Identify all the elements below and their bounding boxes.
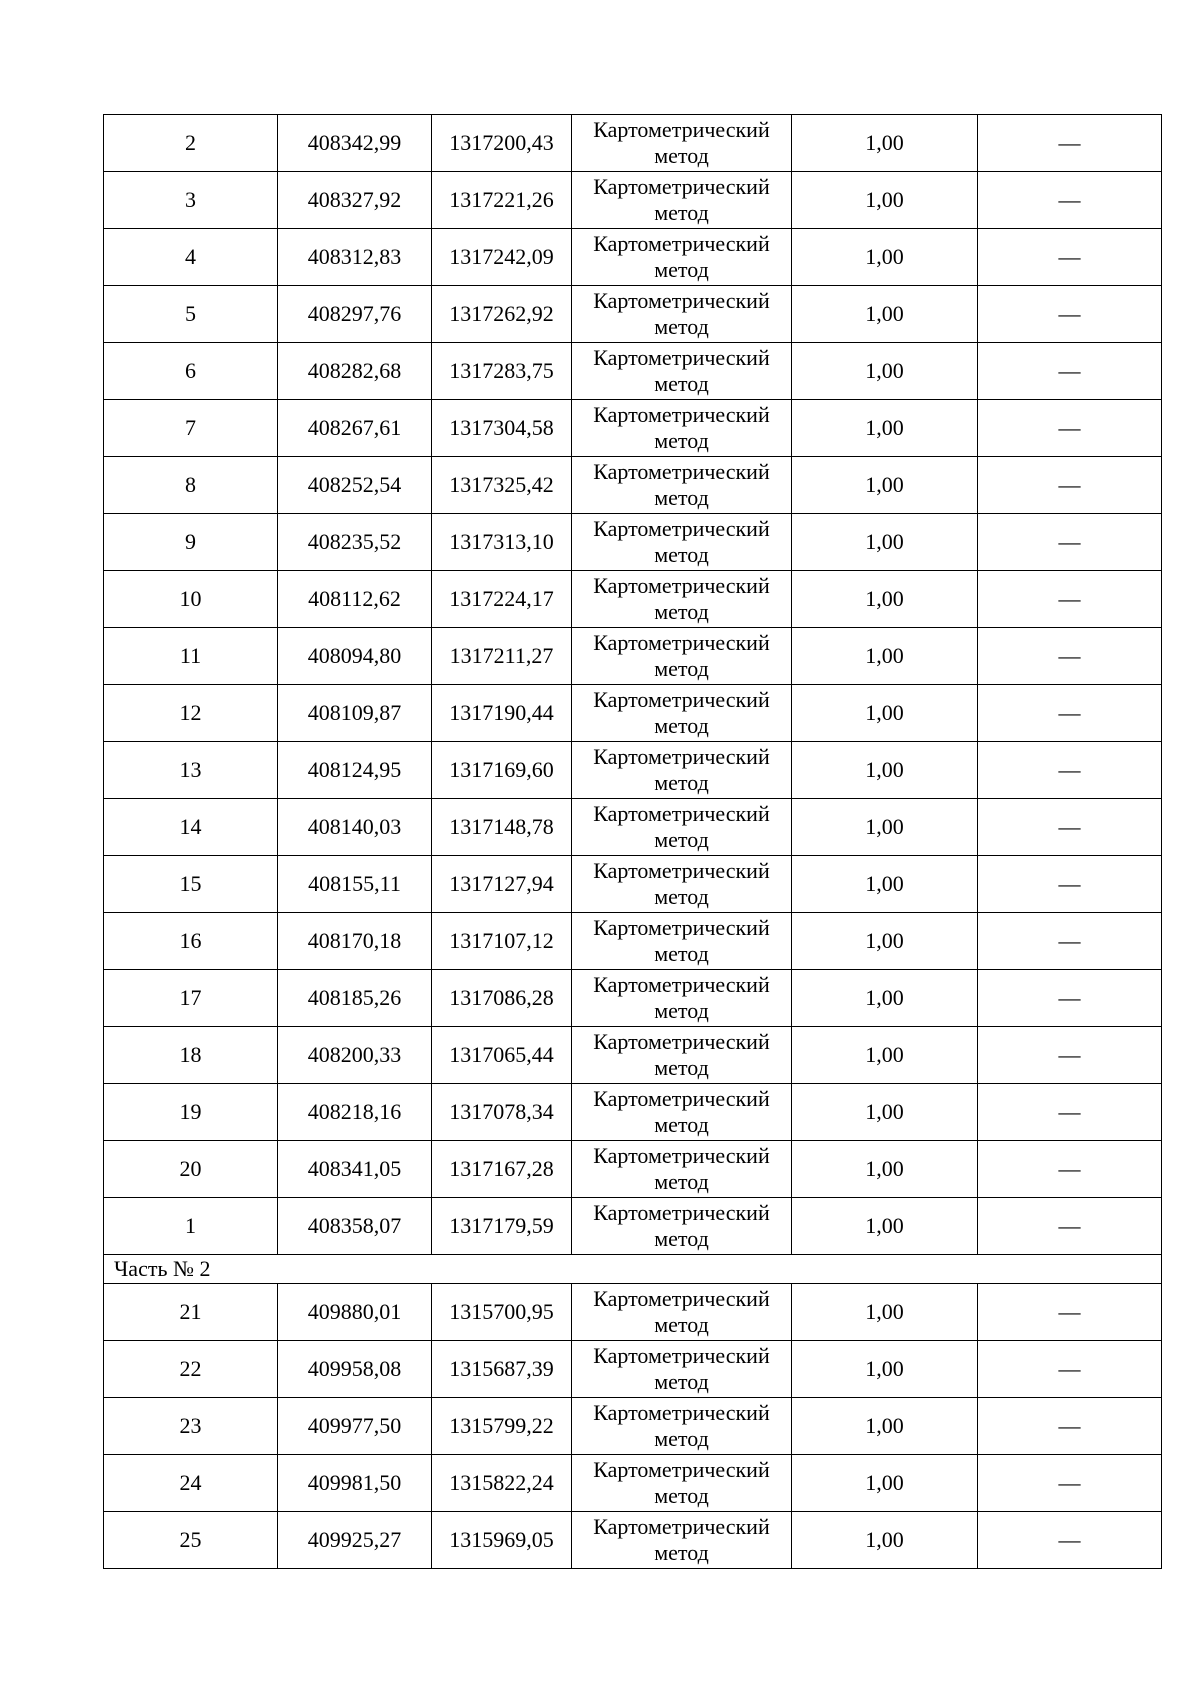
coordinate-x: 408200,33 [278,1027,432,1084]
part-heading-row [104,1255,1162,1284]
coordinate-y: 1315799,22 [432,1398,572,1455]
coordinate-y: 1317242,09 [432,229,572,286]
table-row [104,1198,1162,1255]
coordinate-x: 408094,80 [278,628,432,685]
method-line-2: метод [654,257,709,282]
table-row [104,742,1162,799]
accuracy-value: 1,00 [792,400,978,457]
method-cell [572,1341,792,1398]
point-number: 9 [104,514,278,571]
point-number: 24 [104,1455,278,1512]
coordinate-x: 408252,54 [278,457,432,514]
method-cell [572,628,792,685]
table-row [104,229,1162,286]
method-line-1: Картометрический [593,174,770,199]
accuracy-value: 1,00 [792,514,978,571]
coordinate-x: 409958,08 [278,1341,432,1398]
method-line-1: Картометрический [593,1029,770,1054]
point-description: — [978,400,1162,457]
method-cell [572,1027,792,1084]
table-row [104,457,1162,514]
method-cell [572,172,792,229]
coordinates-table [103,114,1162,1569]
accuracy-value: 1,00 [792,1284,978,1341]
method-cell [572,799,792,856]
method-cell [572,400,792,457]
table-row [104,400,1162,457]
point-description: — [978,1198,1162,1255]
coordinate-x: 408327,92 [278,172,432,229]
accuracy-value: 1,00 [792,115,978,172]
table-row [104,1341,1162,1398]
coordinate-y: 1315687,39 [432,1341,572,1398]
coordinate-y: 1317325,42 [432,457,572,514]
method-cell [572,1512,792,1569]
accuracy-value: 1,00 [792,1512,978,1569]
method-line-1: Картометрический [593,801,770,826]
point-description: — [978,1084,1162,1141]
point-description: — [978,343,1162,400]
point-number: 21 [104,1284,278,1341]
point-number: 2 [104,115,278,172]
method-cell [572,115,792,172]
coordinate-y: 1317211,27 [432,628,572,685]
point-number: 12 [104,685,278,742]
point-number: 14 [104,799,278,856]
coordinate-y: 1317283,75 [432,343,572,400]
method-line-1: Картометрический [593,1143,770,1168]
point-number: 4 [104,229,278,286]
method-cell [572,229,792,286]
document-page [103,114,1161,1569]
coordinate-y: 1317262,92 [432,286,572,343]
accuracy-value: 1,00 [792,1198,978,1255]
point-description: — [978,799,1162,856]
accuracy-value: 1,00 [792,685,978,742]
method-cell [572,1398,792,1455]
accuracy-value: 1,00 [792,1141,978,1198]
accuracy-value: 1,00 [792,799,978,856]
coordinate-x: 408267,61 [278,400,432,457]
coordinate-y: 1317078,34 [432,1084,572,1141]
coordinate-x: 408218,16 [278,1084,432,1141]
point-number: 8 [104,457,278,514]
accuracy-value: 1,00 [792,286,978,343]
table-row [104,172,1162,229]
point-number: 17 [104,970,278,1027]
coordinate-x: 408358,07 [278,1198,432,1255]
method-line-1: Картометрический [593,1343,770,1368]
point-description: — [978,229,1162,286]
coordinates-table-body [104,115,1162,1569]
table-row [104,970,1162,1027]
method-line-2: метод [654,884,709,909]
coordinate-y: 1317127,94 [432,856,572,913]
accuracy-value: 1,00 [792,970,978,1027]
table-row [104,286,1162,343]
point-description: — [978,685,1162,742]
point-description: — [978,1398,1162,1455]
point-number: 13 [104,742,278,799]
method-cell [572,1141,792,1198]
coordinate-x: 408170,18 [278,913,432,970]
coordinate-x: 408185,26 [278,970,432,1027]
method-line-2: метод [654,485,709,510]
coordinate-x: 408342,99 [278,115,432,172]
point-number: 18 [104,1027,278,1084]
coordinate-x: 409981,50 [278,1455,432,1512]
table-row [104,856,1162,913]
coordinate-x: 408109,87 [278,685,432,742]
method-line-1: Картометрический [593,1086,770,1111]
coordinate-x: 408155,11 [278,856,432,913]
coordinate-y: 1315700,95 [432,1284,572,1341]
method-line-2: метод [654,314,709,339]
point-number: 5 [104,286,278,343]
point-description: — [978,1455,1162,1512]
method-line-2: метод [654,428,709,453]
point-number: 11 [104,628,278,685]
point-number: 25 [104,1512,278,1569]
method-line-1: Картометрический [593,1200,770,1225]
point-description: — [978,172,1162,229]
method-cell [572,742,792,799]
coordinate-y: 1317221,26 [432,172,572,229]
method-cell [572,970,792,1027]
table-row [104,343,1162,400]
table-row [104,1512,1162,1569]
coordinate-y: 1317190,44 [432,685,572,742]
accuracy-value: 1,00 [792,742,978,799]
point-number: 22 [104,1341,278,1398]
accuracy-value: 1,00 [792,457,978,514]
method-line-2: метод [654,770,709,795]
table-row [104,1284,1162,1341]
point-description: — [978,856,1162,913]
coordinate-y: 1317179,59 [432,1198,572,1255]
method-line-1: Картометрический [593,573,770,598]
part-heading: Часть № 2 [104,1255,1162,1284]
point-description: — [978,1284,1162,1341]
coordinate-y: 1317107,12 [432,913,572,970]
table-row [104,685,1162,742]
method-line-1: Картометрический [593,1457,770,1482]
accuracy-value: 1,00 [792,172,978,229]
point-description: — [978,913,1162,970]
coordinate-y: 1317304,58 [432,400,572,457]
coordinate-y: 1317313,10 [432,514,572,571]
point-description: — [978,1141,1162,1198]
accuracy-value: 1,00 [792,856,978,913]
coordinate-x: 408112,62 [278,571,432,628]
accuracy-value: 1,00 [792,1341,978,1398]
table-row [104,799,1162,856]
method-line-2: метод [654,1226,709,1251]
point-description: — [978,286,1162,343]
method-line-2: метод [654,941,709,966]
method-cell [572,1198,792,1255]
point-description: — [978,571,1162,628]
method-line-2: метод [654,1540,709,1565]
method-line-2: метод [654,1483,709,1508]
coordinate-y: 1317167,28 [432,1141,572,1198]
point-description: — [978,514,1162,571]
method-line-2: метод [654,1312,709,1337]
table-row [104,115,1162,172]
method-line-1: Картометрический [593,117,770,142]
coordinate-y: 1317224,17 [432,571,572,628]
coordinate-x: 408341,05 [278,1141,432,1198]
coordinate-y: 1317148,78 [432,799,572,856]
method-line-2: метод [654,998,709,1023]
method-cell [572,685,792,742]
point-number: 7 [104,400,278,457]
point-description: — [978,1512,1162,1569]
method-line-2: метод [654,542,709,567]
method-line-1: Картометрический [593,345,770,370]
method-line-2: метод [654,200,709,225]
point-number: 23 [104,1398,278,1455]
point-description: — [978,115,1162,172]
method-line-2: метод [654,827,709,852]
coordinate-x: 408312,83 [278,229,432,286]
point-number: 3 [104,172,278,229]
method-line-1: Картометрический [593,288,770,313]
method-line-2: метод [654,656,709,681]
table-row [104,571,1162,628]
table-row [104,1027,1162,1084]
method-line-1: Картометрический [593,1400,770,1425]
table-row [104,1398,1162,1455]
coordinate-y: 1317169,60 [432,742,572,799]
table-row [104,1084,1162,1141]
coordinate-x: 408235,52 [278,514,432,571]
method-line-1: Картометрический [593,744,770,769]
coordinate-y: 1317086,28 [432,970,572,1027]
coordinate-y: 1317200,43 [432,115,572,172]
coordinate-x: 409925,27 [278,1512,432,1569]
point-number: 20 [104,1141,278,1198]
method-cell [572,571,792,628]
method-line-1: Картометрический [593,231,770,256]
method-cell [572,457,792,514]
method-line-2: метод [654,1055,709,1080]
coordinate-y: 1317065,44 [432,1027,572,1084]
method-cell [572,856,792,913]
method-line-2: метод [654,371,709,396]
point-description: — [978,742,1162,799]
method-line-2: метод [654,713,709,738]
method-line-1: Картометрический [593,915,770,940]
accuracy-value: 1,00 [792,1027,978,1084]
table-row [104,913,1162,970]
table-row [104,628,1162,685]
method-line-2: метод [654,1169,709,1194]
accuracy-value: 1,00 [792,913,978,970]
method-line-2: метод [654,1369,709,1394]
point-number: 1 [104,1198,278,1255]
point-number: 19 [104,1084,278,1141]
coordinate-x: 409977,50 [278,1398,432,1455]
accuracy-value: 1,00 [792,343,978,400]
method-line-1: Картометрический [593,516,770,541]
method-cell [572,913,792,970]
point-number: 10 [104,571,278,628]
method-line-2: метод [654,1426,709,1451]
method-line-2: метод [654,599,709,624]
method-cell [572,1284,792,1341]
method-line-1: Картометрический [593,630,770,655]
method-cell [572,343,792,400]
method-cell [572,514,792,571]
coordinate-x: 408282,68 [278,343,432,400]
coordinate-x: 409880,01 [278,1284,432,1341]
method-line-2: метод [654,143,709,168]
point-description: — [978,457,1162,514]
table-row [104,514,1162,571]
table-row [104,1141,1162,1198]
point-description: — [978,628,1162,685]
coordinate-x: 408124,95 [278,742,432,799]
accuracy-value: 1,00 [792,1398,978,1455]
coordinate-y: 1315969,05 [432,1512,572,1569]
point-description: — [978,1341,1162,1398]
accuracy-value: 1,00 [792,1455,978,1512]
point-description: — [978,970,1162,1027]
method-line-1: Картометрический [593,459,770,484]
method-line-1: Картометрический [593,687,770,712]
method-line-1: Картометрический [593,1286,770,1311]
method-cell [572,1084,792,1141]
method-cell [572,286,792,343]
coordinate-x: 408140,03 [278,799,432,856]
method-line-1: Картометрический [593,972,770,997]
coordinate-x: 408297,76 [278,286,432,343]
method-cell [572,1455,792,1512]
accuracy-value: 1,00 [792,229,978,286]
accuracy-value: 1,00 [792,1084,978,1141]
point-number: 16 [104,913,278,970]
method-line-1: Картометрический [593,402,770,427]
accuracy-value: 1,00 [792,628,978,685]
coordinate-y: 1315822,24 [432,1455,572,1512]
method-line-1: Картометрический [593,858,770,883]
point-description: — [978,1027,1162,1084]
accuracy-value: 1,00 [792,571,978,628]
point-number: 6 [104,343,278,400]
point-number: 15 [104,856,278,913]
method-line-2: метод [654,1112,709,1137]
method-line-1: Картометрический [593,1514,770,1539]
table-row [104,1455,1162,1512]
